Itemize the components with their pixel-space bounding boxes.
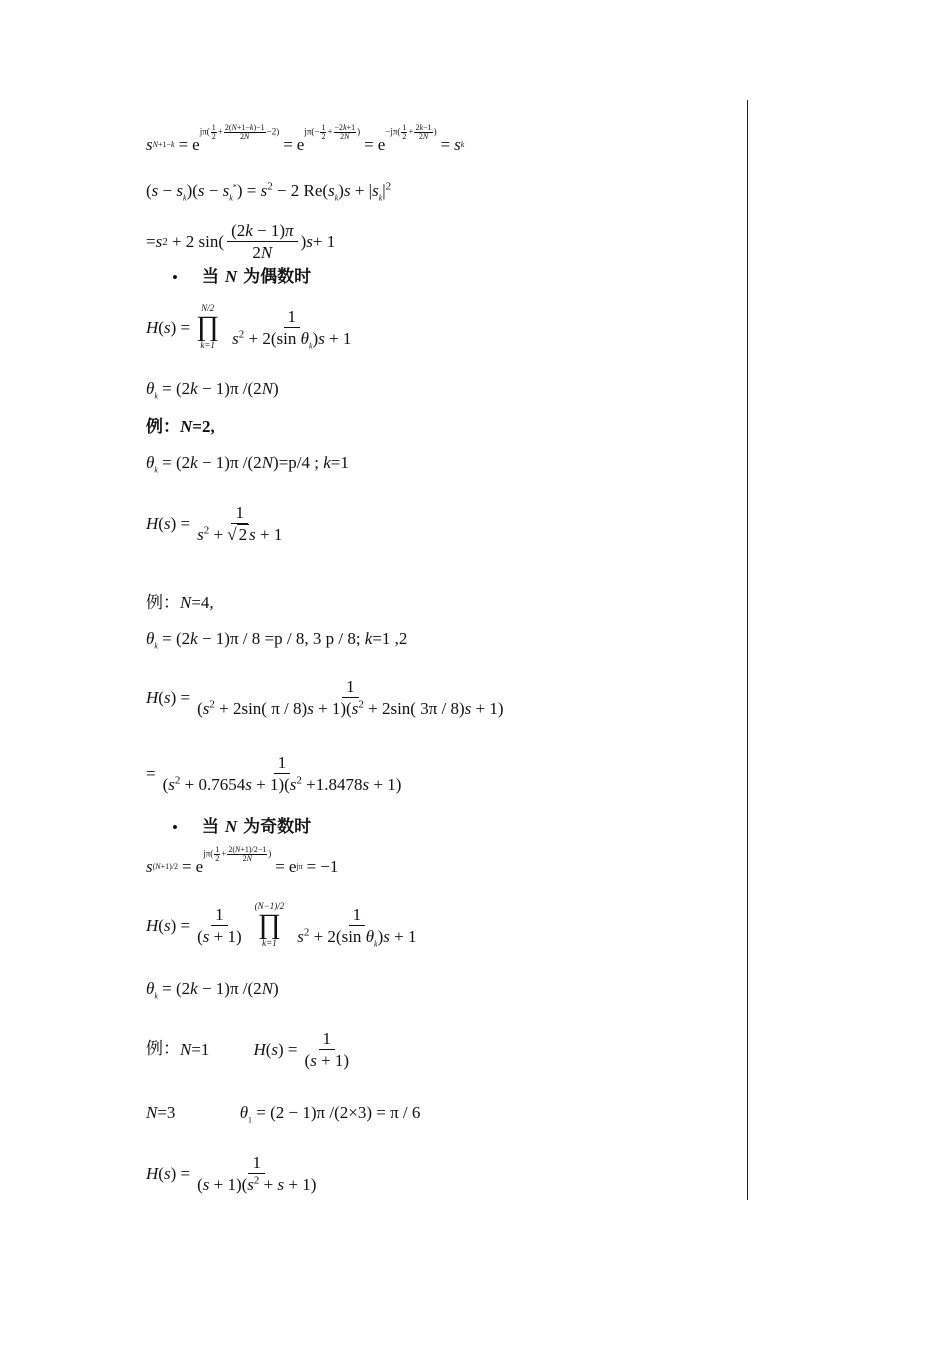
example-n1-var: N	[180, 1040, 192, 1059]
heading-odd-n-var: N	[224, 817, 238, 836]
heading-even-suffix: 为偶数时	[243, 267, 312, 287]
equation-s-middle-pole: s (N+1)/2 = e jπ( $\frac{1}{2}$ + $\frac{2(N+1)/2-1}{2N}$ ) = e jπ = −1	[146, 845, 339, 876]
heading-odd-n	[202, 818, 311, 836]
example-n2-prefix: 例：	[146, 417, 180, 437]
heading-odd-prefix: 当	[202, 817, 219, 837]
equation-h-n4-numeric: = $\frac{1}{(s^2 + 0.7654s + 1)(s^2 +1.8478s + 1)}$	[146, 753, 402, 794]
example-n4-value: =4,	[191, 593, 214, 612]
example-n1: 例： N =1 H(s) = $\frac{1}{(s + 1)}$	[146, 1029, 350, 1070]
theta-n2-value: =p/4 ;	[278, 453, 324, 472]
equation-product-conjugate: $(s - s_k)(s - s_k^*) = s^2 - 2$ $Re(s_k)s + |s_k|^2$	[146, 180, 392, 203]
equation-theta-n2: $\theta_k = (2k - 1)\pi$ /(2N)=p/4 ; k=1	[146, 453, 349, 475]
example-n3-value: =3	[157, 1103, 176, 1122]
example-n4-label	[146, 594, 214, 612]
example-n4-var: N	[180, 593, 192, 612]
heading-even-n	[202, 268, 311, 286]
equation-h-odd-product: H ( s ) = $\frac{1}{(s + 1)}$ (N−1)/2 ∏ k=1 $\frac{1}{s^2 + 2(\sin \theta_k)s + 1}$	[146, 901, 417, 948]
example-n3-var: N	[146, 1103, 158, 1122]
equation-h-even-product: H ( s ) = N/2 ∏ k=1 $\frac{1}{s^2 + 2(\sin \theta_k)s + 1}$	[146, 303, 352, 350]
theta-n4-k: k	[364, 629, 373, 648]
example-n3: N=3 $\theta_1 = (2 - 1)\pi$ /(2×3) = π / 6	[146, 1103, 421, 1125]
bullet-odd: •	[172, 818, 178, 837]
equation-sin-form: = s 2 + 2 sin( $\frac{(2k - 1)\pi}{2N}$ ) s + 1	[146, 221, 336, 262]
example-n1-value: =1	[191, 1040, 210, 1059]
equation-h-n4: H ( s ) = $\frac{1}{(s^2 + 2\sin( \pi / 8)s + 1)(s^2 + 2\sin( 3\pi / 8)s + 1)}$	[146, 677, 504, 718]
equation-h-n3: H ( s ) = $\frac{1}{(s + 1)(s^2 + s + 1)}$	[146, 1153, 317, 1194]
theta-n4-k-value: =1 ,2	[372, 629, 408, 648]
example-n2-var: N	[180, 417, 193, 436]
example-n2-label	[146, 418, 215, 436]
equation-s-n-plus-1-minus-k: s N+1−k = e jπ( $\frac{1}{2}$ + $\frac{2(N+1-k)-1}{2N}$ −2) = e jπ(− $\frac{1}{2}$ + $\frac{-2k+1}{2N}$ ) = e −jπ( $\frac{1}{2}$ + $\frac{2k-1}{2N}$ ) = s k	[146, 123, 465, 154]
heading-even-prefix: 当	[202, 267, 219, 287]
theta-n2-k: k	[323, 453, 331, 472]
example-n4-prefix: 例：	[146, 593, 180, 613]
heading-odd-suffix: 为奇数时	[243, 817, 312, 837]
example-n2-value: =2,	[192, 417, 215, 436]
equation-h-n2: H ( s ) = $\frac{1}{s^2 + √ 2 s + 1}$	[146, 503, 283, 544]
heading-even-n-var: N	[224, 267, 238, 286]
equation-theta-n4: $\theta_k = (2k - 1)\pi / 8 =p / 8$, 3 p / 8; k=1 ,2	[146, 629, 408, 651]
theta-n4-value: =p / 8, 3 p / 8;	[264, 629, 365, 648]
equation-theta-k-even: $\theta_k = (2k - 1)\pi$ /(2N)	[146, 379, 279, 401]
equation-theta-k-odd: $\theta_k = (2k - 1)\pi$ /(2N)	[146, 979, 279, 1001]
bullet-even: •	[172, 268, 178, 287]
vertical-rule	[747, 100, 748, 1200]
theta-n2-k-value: =1	[330, 453, 349, 472]
example-n1-prefix: 例：	[146, 1039, 180, 1059]
